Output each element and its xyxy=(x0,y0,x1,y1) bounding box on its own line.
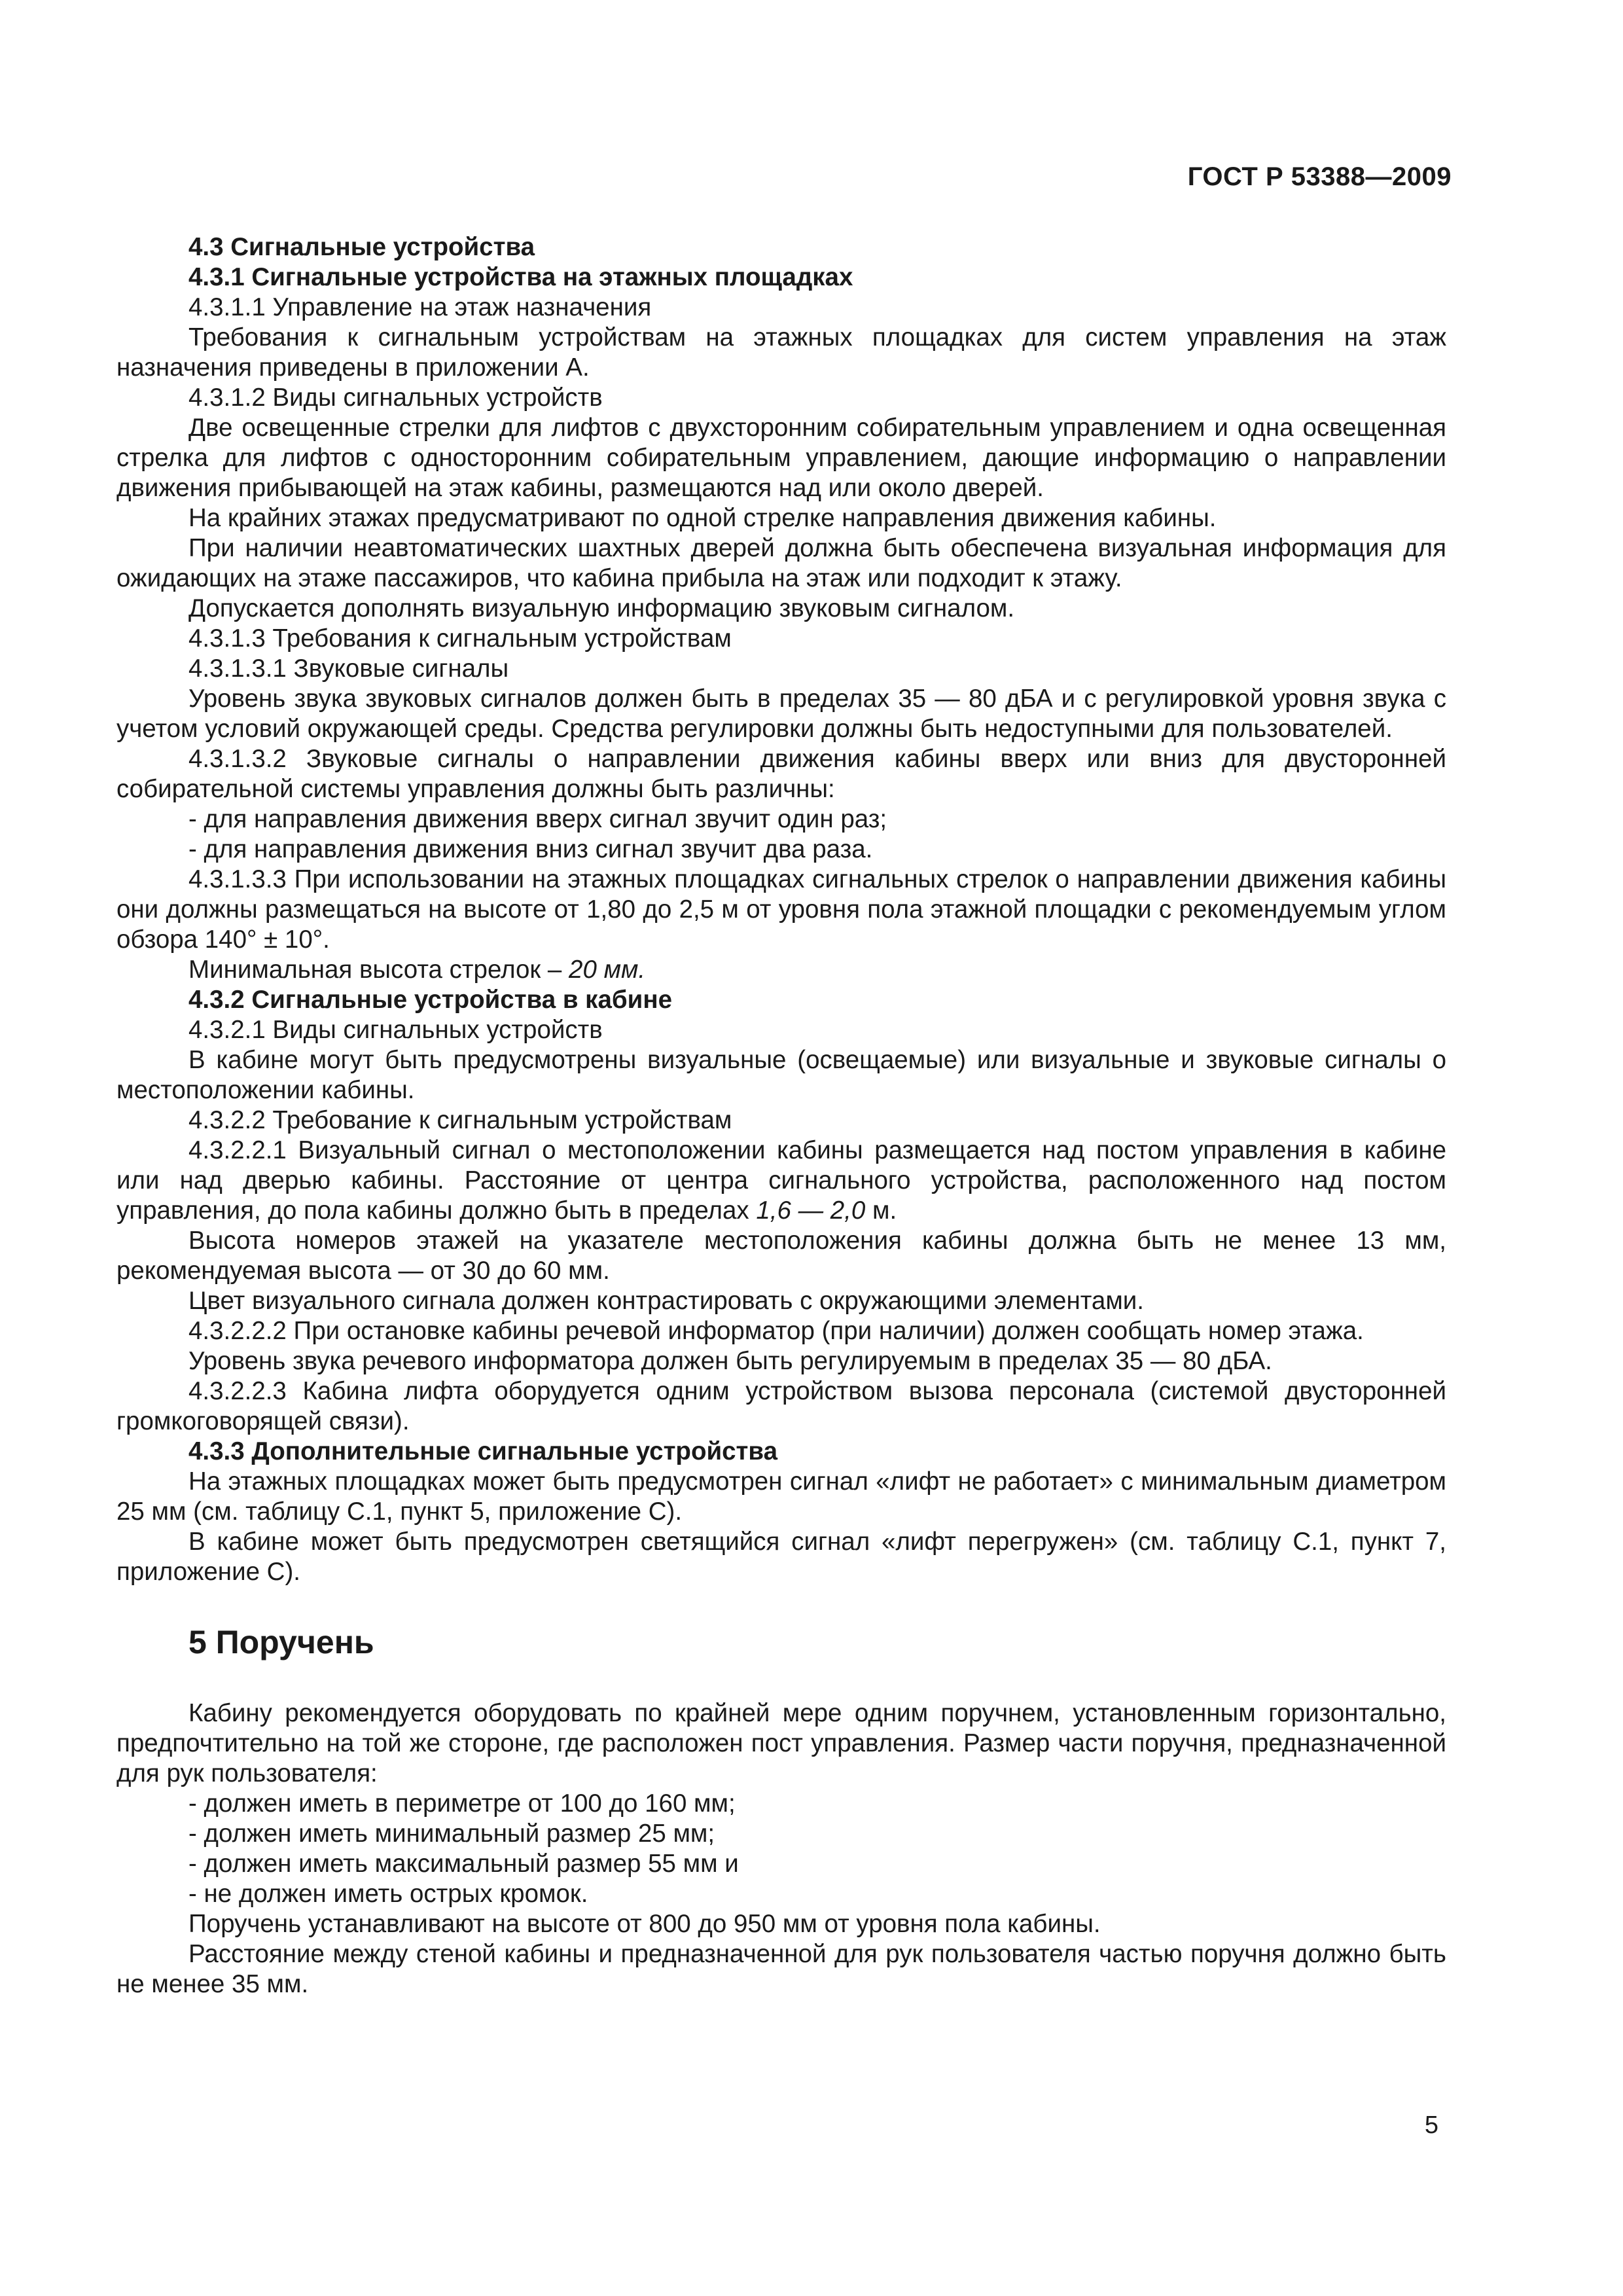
document-code-header: ГОСТ Р 53388—2009 xyxy=(1187,162,1452,191)
clause-4-3-1-3-1-title: 4.3.1.3.1 Звуковые сигналы xyxy=(188,655,509,683)
clause-4-3-2-2-1-main: 4.3.2.2.1 Визуальный сигнал о местоположении кабины размещается над постом управления в кабине или над дверью кабины. Расстояние от центра сигнального устройства, расположенного над постом управления, до пола кабины должно быть в пределах xyxy=(116,1136,1446,1225)
clause-4-3-2-1-text: В кабине могут быть предусмотрены визуальные (освещаемые) или визуальные и звуковые сигналы о местоположении кабины. xyxy=(116,1046,1446,1104)
section-5-para-1: Кабину рекомендуется оборудовать по крайней мере одним поручнем, установленным горизонтально, предпочтительно на той же стороне, где расположен пост управления. Размер части поручня, предназначенной для рук пользователя: xyxy=(116,1699,1446,1787)
list-item: - должен иметь максимальный размер 55 мм и xyxy=(188,1850,739,1878)
clause-4-3-2-2-1-text-3: Цвет визуального сигнала должен контрастировать с окружающими элементами. xyxy=(188,1287,1144,1315)
section-5-para-3: Расстояние между стеной кабины и предназначенной для рук пользователя частью поручня должно быть не менее 35 мм. xyxy=(116,1940,1446,1998)
clause-4-3-1-3-3-text: 4.3.1.3.3 При использовании на этажных площадках сигнальных стрелок о направлении движения кабины они должны размещаться на высоте от 1,80 до 2,5 м от уровня пола этажной площадки с рекомендуемым углом обзора 140° ± 10°. xyxy=(116,865,1446,954)
section-5-para-2: Поручень устанавливают на высоте от 800 до 950 мм от уровня пола кабины. xyxy=(188,1910,1101,1938)
clause-4-3-1-1-text: Требования к сигнальным устройствам на этажных площадках для систем управления на этаж назначения приведены в приложении А. xyxy=(116,323,1446,382)
clause-4-3-1-2-text-4: Допускается дополнять визуальную информацию звуковым сигналом. xyxy=(188,594,1015,622)
min-height-prefix: Минимальная высота стрелок – xyxy=(188,956,569,984)
clause-4-3-2-2-2-text-2: Уровень звука речевого информатора должен быть регулируемым в пределах 35 — 80 дБА. xyxy=(188,1347,1272,1375)
height-unit: м. xyxy=(865,1196,897,1225)
clause-4-3-1-1-title: 4.3.1.1 Управление на этаж назначения xyxy=(188,293,652,321)
clause-4-3-1-2-title: 4.3.1.2 Виды сигнальных устройств xyxy=(188,384,603,412)
heading-4-3-3: 4.3.3 Дополнительные сигнальные устройства xyxy=(188,1437,777,1465)
clause-4-3-1-2-text-1: Две освещенные стрелки для лифтов с двухсторонним собирательным управлением и одна освещенная стрелка для лифтов с односторонним собирательным управлением, дающие информацию о направлении движения прибывающей на этаж кабины, размещаются над или около дверей. xyxy=(116,414,1446,502)
height-range: 1,6 — 2,0 xyxy=(756,1196,866,1225)
heading-4-3: 4.3 Сигнальные устройства xyxy=(188,233,535,261)
list-item: - не должен иметь острых кромок. xyxy=(188,1880,588,1908)
clause-4-3-2-2-2-text: 4.3.2.2.2 При остановке кабины речевой информатор (при наличии) должен сообщать номер этажа. xyxy=(188,1317,1364,1345)
clause-4-3-2-2-3-text: 4.3.2.2.3 Кабина лифта оборудуется одним устройством вызова персонала (системой двусторонней громкоговорящей связи). xyxy=(116,1377,1446,1435)
list-item: - для направления движения вниз сигнал звучит два раза. xyxy=(188,835,873,863)
clause-4-3-2-1-title: 4.3.2.1 Виды сигнальных устройств xyxy=(188,1016,603,1044)
section-5-title: 5 Поручень xyxy=(188,1624,374,1660)
clause-4-3-2-2-1-text-2: Высота номеров этажей на указателе местоположения кабины должна быть не менее 13 мм, рекомендуемая высота — от 30 до 60 мм. xyxy=(116,1227,1446,1285)
list-item: - должен иметь минимальный размер 25 мм; xyxy=(188,1820,715,1848)
clause-4-3-1-3-3-min-height xyxy=(116,955,1446,985)
clause-4-3-1-2-text-2: На крайних этажах предусматривают по одной стрелке направления движения кабины. xyxy=(188,504,1217,532)
document-body xyxy=(116,232,1446,2000)
heading-4-3-1: 4.3.1 Сигнальные устройства на этажных площадках xyxy=(188,263,853,291)
heading-4-3-2: 4.3.2 Сигнальные устройства в кабине xyxy=(188,986,672,1014)
page-number: 5 xyxy=(1424,2111,1438,2139)
clause-4-3-1-2-text-3: При наличии неавтоматических шахтных дверей должна быть обеспечена визуальная информация для ожидающих на этаже пассажиров, что кабина прибыла на этаж или подходит к этажу. xyxy=(116,534,1446,592)
clause-4-3-1-3-2-text: 4.3.1.3.2 Звуковые сигналы о направлении движения кабины вверх или вниз для двусторонней собирательной системы управления должны быть различны: xyxy=(116,745,1446,803)
clause-4-3-3-text-1: На этажных площадках может быть предусмотрен сигнал «лифт не работает» с минимальным диаметром 25 мм (см. таблицу С.1, пункт 5, приложение С). xyxy=(116,1467,1446,1526)
clause-4-3-3-text-2: В кабине может быть предусмотрен светящийся сигнал «лифт перегружен» (см. таблицу С.1, пункт 7, приложение С). xyxy=(116,1528,1446,1586)
clause-4-3-2-2-1-text xyxy=(116,1136,1446,1226)
list-item: - должен иметь в периметре от 100 до 160 мм; xyxy=(188,1789,736,1818)
list-item: - для направления движения вверх сигнал звучит один раз; xyxy=(188,805,887,833)
clause-4-3-1-3-1-text: Уровень звука звуковых сигналов должен быть в пределах 35 — 80 дБА и с регулировкой уровня звука с учетом условий окружающей среды. Средства регулировки должны быть недоступными для пользователей. xyxy=(116,685,1446,743)
clause-4-3-2-2-title: 4.3.2.2 Требование к сигнальным устройствам xyxy=(188,1106,732,1134)
min-height-value: 20 мм. xyxy=(569,956,646,984)
clause-4-3-1-3-title: 4.3.1.3 Требования к сигнальным устройствам xyxy=(188,624,732,653)
